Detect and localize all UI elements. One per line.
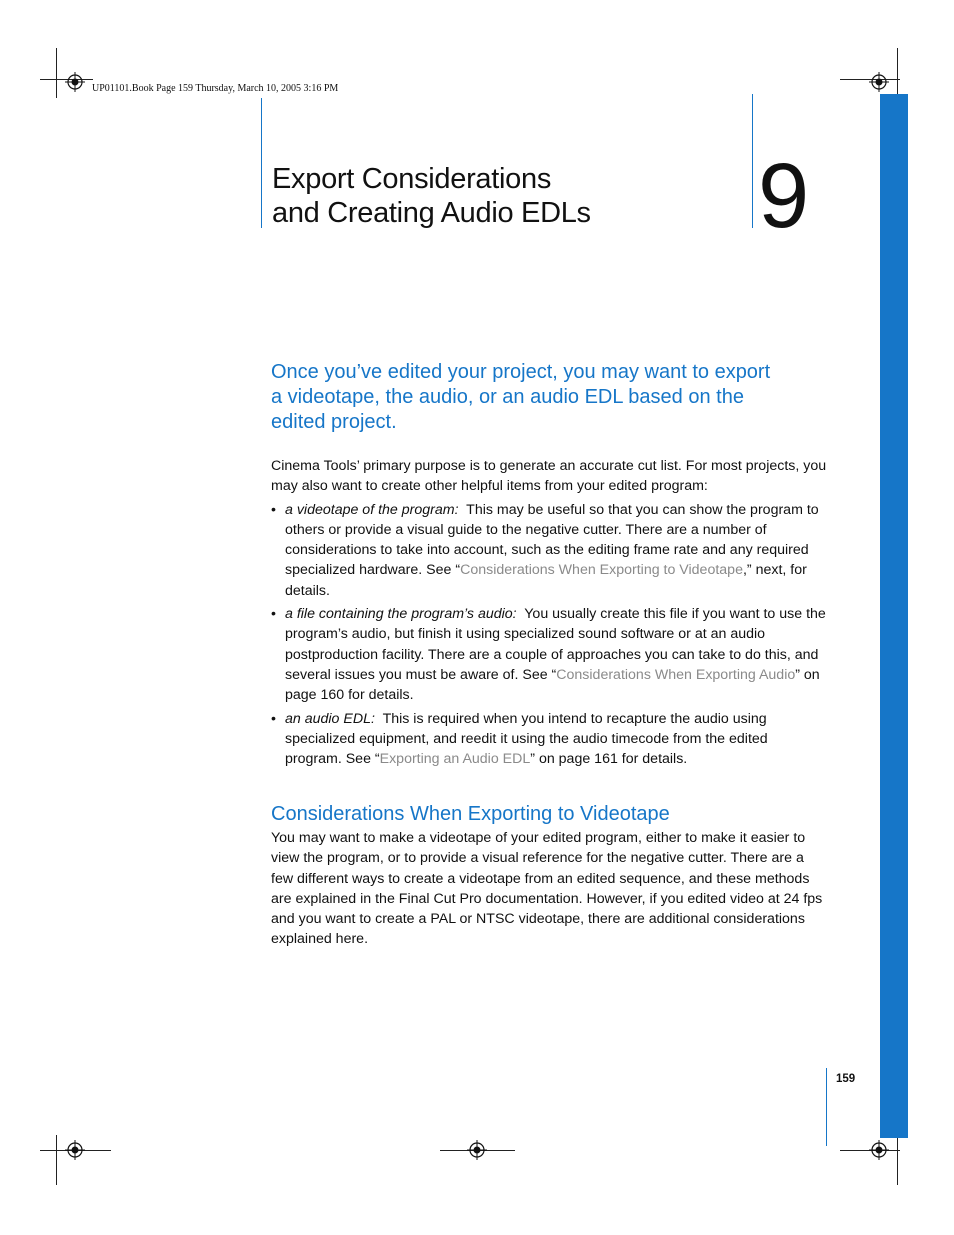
registration-mark-icon — [65, 1140, 85, 1160]
bullet-text-after: ,” next, for details. — [285, 562, 807, 599]
bullet-text-after: ” on page 161 for details. — [530, 751, 688, 768]
bullet-icon: • — [271, 606, 276, 623]
bullet-list — [271, 500, 827, 770]
chapter-number-rule — [752, 94, 753, 228]
section-heading: Considerations When Exporting to Videotape — [271, 803, 670, 825]
crop-mark — [897, 48, 898, 98]
list-item — [271, 604, 827, 705]
bullet-text: This is required when you intend to recapture the audio using specialized equipment, and reedit it using the audio timecode from the edited program. See “ — [285, 710, 768, 768]
chapter-title-line: Export Considerations — [272, 163, 552, 195]
bullet-text: You usually create this file if you want to use the program’s audio, but finish it using specialized sound software or at an audio postproduction facility. There are a couple of approaches you can take to do this, and several issues you must be aware of. See “ — [285, 606, 826, 683]
bullet-term: a videotape of the program: — [285, 501, 459, 518]
section-paragraph: You may want to make a videotape of your edited program, either to make it easier to view the program, or to provide a visual reference for the negative cutter. There are a few different ways to create a videotape from an edited sequence, and these methods are explained in the Final Cut Pro documentation. However, if you edited video at 24 fps and you want to create a PAL or NTSC videotape, there are additional considerations explained here. — [271, 830, 823, 948]
title-rule — [261, 98, 262, 228]
bullet-text-after: ” on page 160 for details. — [285, 666, 820, 704]
cross-reference-link[interactable]: Considerations When Exporting to Videotape — [460, 562, 743, 579]
bullet-term: a file containing the program’s audio: — [285, 606, 517, 623]
bullet-icon: • — [271, 501, 276, 518]
chapter-title-line: and Creating Audio EDLs — [272, 197, 591, 229]
bullet-icon: • — [271, 710, 276, 727]
crop-mark — [56, 48, 57, 98]
registration-mark-icon — [869, 1140, 889, 1160]
chapter-number: 9 — [758, 145, 810, 247]
intro-line: a videotape, the audio, or an audio EDL based on the — [271, 386, 744, 408]
print-slug: UP01101.Book Page 159 Thursday, March 10, 2005 3:16 PM — [92, 83, 339, 94]
intro-line: edited project. — [271, 411, 397, 433]
page-number-rule — [826, 1068, 827, 1146]
page-number: 159 — [836, 1073, 856, 1085]
intro-line: Once you’ve edited your project, you may want to export — [271, 361, 771, 383]
bullet-term: an audio EDL: — [285, 710, 375, 727]
chapter-title — [272, 162, 742, 230]
list-item — [271, 709, 827, 770]
cross-reference-link[interactable]: Exporting an Audio EDL — [379, 751, 531, 768]
list-item — [271, 500, 827, 601]
registration-mark-icon — [65, 72, 85, 92]
crop-mark — [897, 1135, 898, 1185]
cross-reference-link[interactable]: Considerations When Exporting Audio — [556, 666, 796, 683]
chapter-intro — [271, 360, 831, 435]
chapter-edge-tab — [880, 94, 908, 1138]
crop-mark — [56, 1135, 57, 1185]
bullet-text: This may be useful so that you can show the program to others or provide a visual guide to the negative cutter. There are a number of considerations to take into account, such as the editing frame rate and any required specialized hardware. See “ — [285, 501, 819, 579]
lead-paragraph: Cinema Tools’ primary purpose is to generate an accurate cut list. For most projects, you may also want to create other helpful items from your edited program: — [271, 458, 827, 495]
registration-mark-icon — [467, 1140, 487, 1160]
registration-mark-icon — [869, 72, 889, 92]
body-text — [271, 456, 827, 769]
